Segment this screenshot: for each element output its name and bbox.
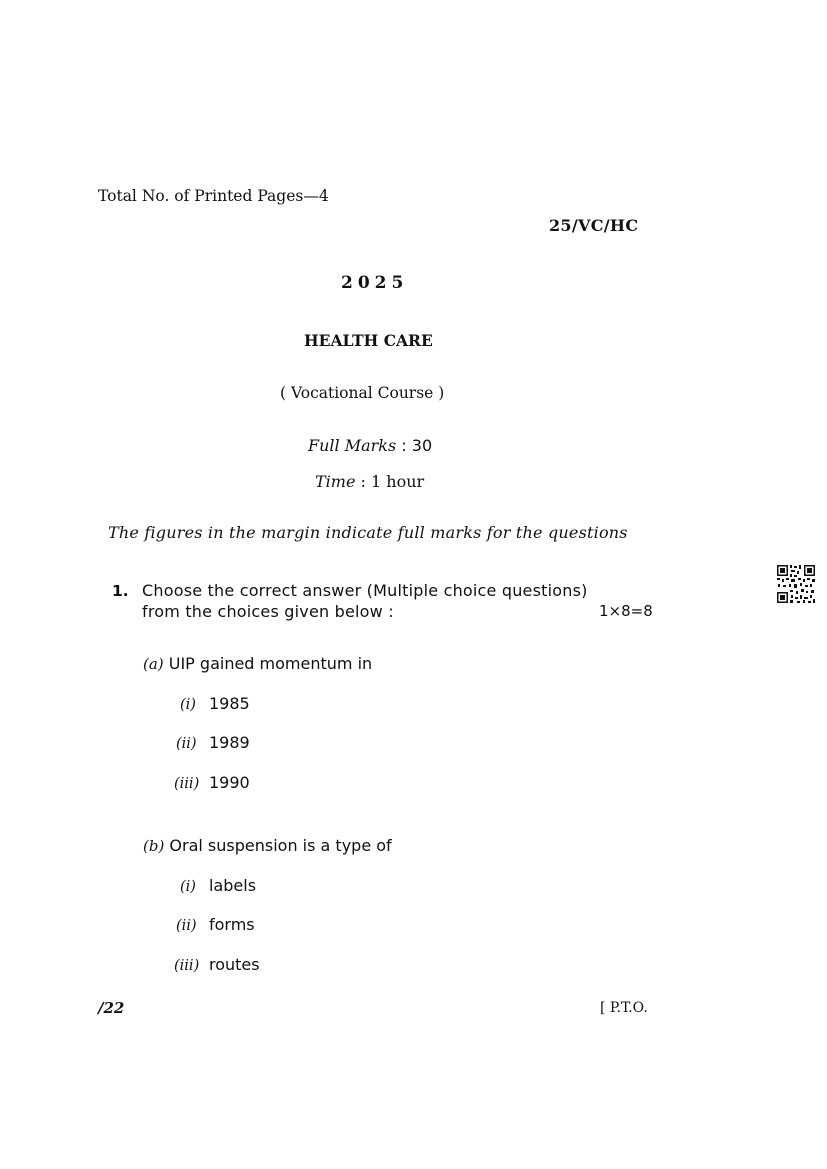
course-type: ( Vocational Course ) xyxy=(280,384,445,402)
option-label: (i) xyxy=(180,879,196,895)
part-label: (a) xyxy=(143,655,164,673)
paper-code: 25/VC/HC xyxy=(549,216,639,235)
please-turn-over: [ P.T.O. xyxy=(600,1000,648,1016)
qr-code-icon xyxy=(776,564,816,604)
question-marks: 1×8=8 xyxy=(599,602,653,620)
question-text-line1: Choose the correct answer (Multiple choice questions) xyxy=(142,581,588,600)
option-text: 1990 xyxy=(209,773,250,792)
part-b xyxy=(143,836,392,855)
part-a xyxy=(143,654,372,673)
question-number: 1. xyxy=(112,582,129,600)
marks-instruction: The figures in the margin indicate full marks for the questions xyxy=(108,523,628,542)
option-item xyxy=(174,773,199,792)
option-item xyxy=(180,876,196,895)
option-label: (ii) xyxy=(176,918,197,934)
option-label: (ii) xyxy=(176,736,197,752)
option-label: (i) xyxy=(180,697,196,713)
part-label: (b) xyxy=(143,837,165,855)
option-item xyxy=(176,915,197,934)
option-text: routes xyxy=(209,955,260,974)
page-code: /22 xyxy=(98,999,125,1017)
exam-time xyxy=(315,472,424,491)
option-item xyxy=(180,694,196,713)
option-item xyxy=(176,733,197,752)
option-item xyxy=(174,955,199,974)
full-marks-value: : 30 xyxy=(401,436,433,455)
option-label: (iii) xyxy=(174,958,200,974)
option-text: forms xyxy=(209,915,255,934)
part-text: UIP gained momentum in xyxy=(168,654,373,673)
time-label: Time xyxy=(315,472,356,491)
total-printed-pages: Total No. of Printed Pages—4 xyxy=(98,187,329,205)
option-text: 1985 xyxy=(209,694,250,713)
full-marks-label: Full Marks xyxy=(308,436,397,455)
question-text-line2: from the choices given below : xyxy=(142,602,394,621)
option-text: 1989 xyxy=(209,733,250,752)
time-value: : 1 hour xyxy=(360,472,425,491)
part-text: Oral suspension is a type of xyxy=(169,836,392,855)
option-text: labels xyxy=(209,876,257,895)
full-marks xyxy=(308,436,432,455)
exam-year: 2025 xyxy=(341,273,409,293)
subject-title: HEALTH CARE xyxy=(304,331,433,350)
option-label: (iii) xyxy=(174,776,200,792)
